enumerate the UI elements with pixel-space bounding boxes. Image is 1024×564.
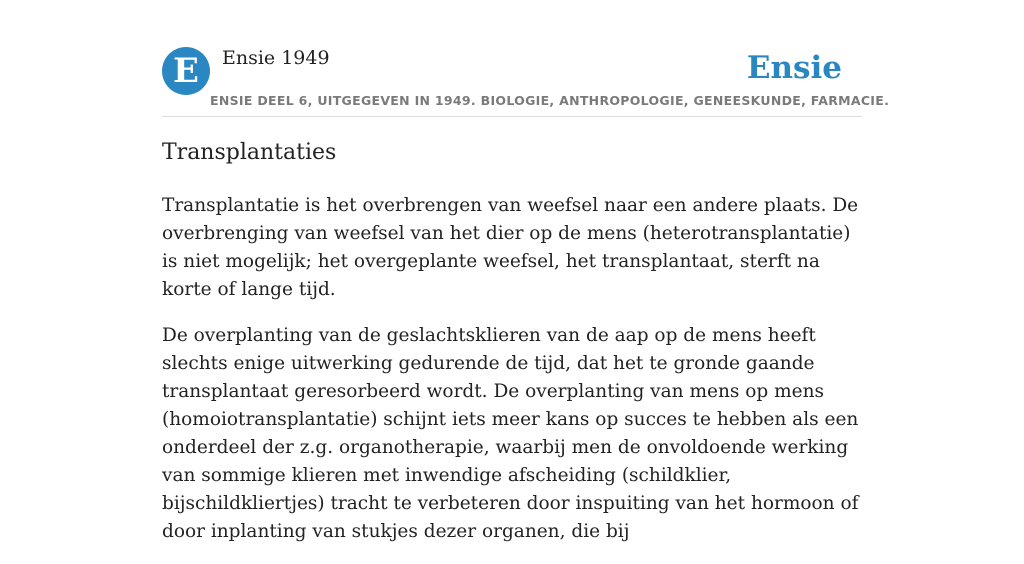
- brand-logo[interactable]: Ensie: [746, 50, 842, 86]
- article-body: [162, 192, 862, 564]
- page-header: [162, 44, 890, 117]
- site-title[interactable]: Ensie 1949: [222, 47, 330, 69]
- ensie-logo-icon[interactable]: E: [162, 47, 210, 95]
- article-paragraph-1: Transplantatie is het overbrengen van weefsel naar een andere plaats. De overbrenging van weefsel van het dier op de mens (heterotransplantatie) is niet mogelijk; het overgeplante weefsel, het transplantaat, sterft na korte of lange tijd.: [162, 195, 859, 300]
- article-paragraph-2: De overplanting van de geslachtsklieren van de aap op de mens heeft slechts enige uitwerking gedurende de tijd, dat het te gronde gaande transplantaat geresorbeerd wordt. De overplanting van mens op mens (homoiotransplantatie) schijnt iets meer kans op succes te hebben als een onderdeel der z.g. organotherapie, waarbij men de onvoldoende werking van sommige klieren met inwendige afscheiding (schildklier, bijschildkliertjes) tracht te verbeteren door inspuiting van het hormoon of door inplanting van stukjes dezer organen, die bij: [162, 325, 859, 542]
- article-title: Transplantaties: [162, 140, 337, 165]
- edition-subtitle: ENSIE DEEL 6, UITGEGEVEN IN 1949. BIOLOGIE, ANTHROPOLOGIE, GENEESKUNDE, FARMACIE.: [210, 93, 890, 108]
